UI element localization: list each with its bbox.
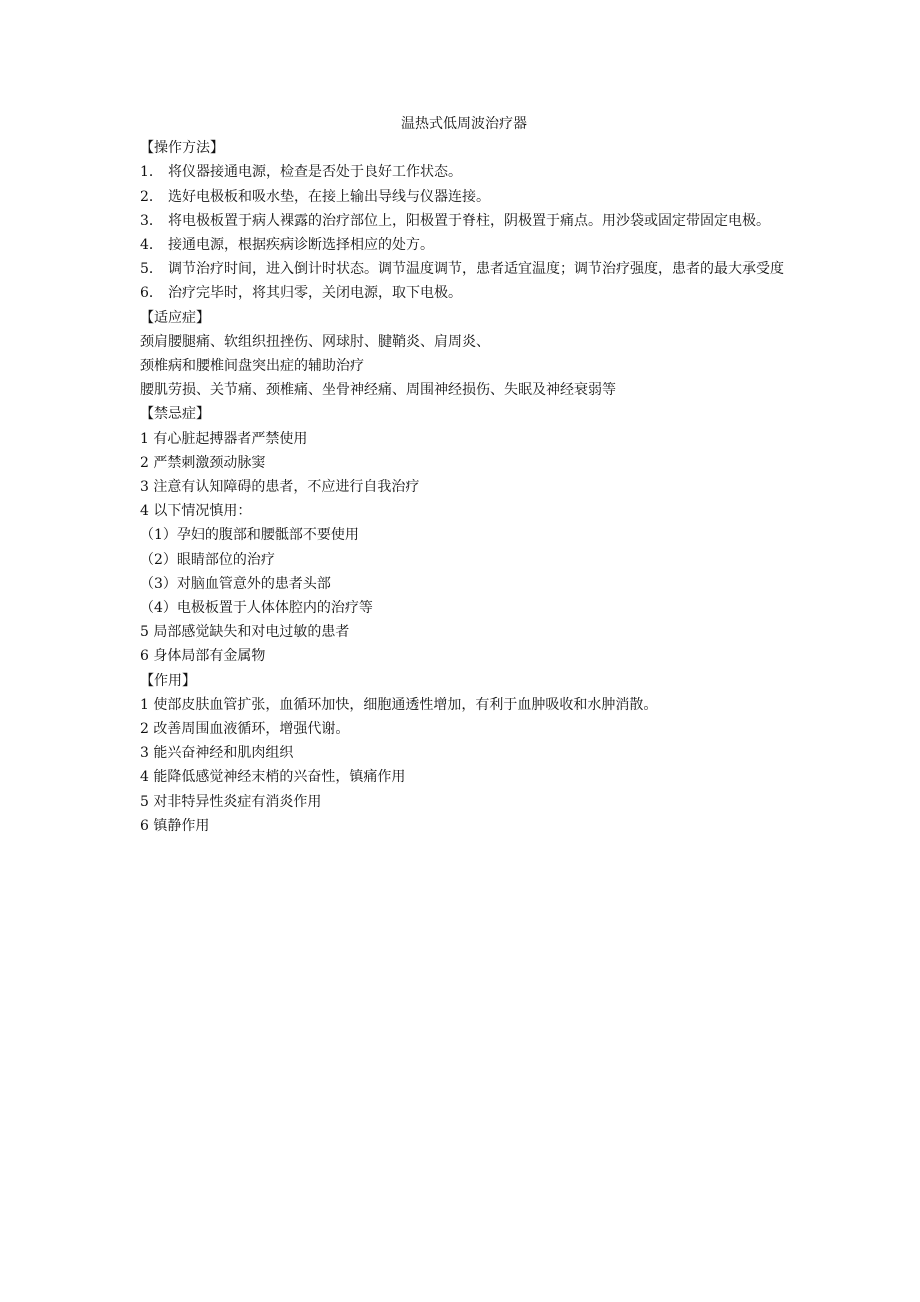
indications-header: 【适应症】 — [140, 309, 210, 326]
step-number: 4． — [140, 237, 163, 254]
step-text: 调节治疗时间，进入倒计时状态。调节温度调节，患者适宜温度；调节治疗强度，患者的最大承受度 — [168, 261, 784, 278]
indication-line: 腰肌劳损、关节痛、颈椎痛、坐骨神经痛、周围神经损伤、失眠及神经衰弱等 — [140, 382, 616, 399]
effect-line: 6 镇静作用 — [140, 817, 210, 834]
step-text: 将仪器接通电源，检查是否处于良好工作状态。 — [168, 164, 462, 181]
document-title: 温热式低周波治疗器 — [401, 116, 527, 132]
contraindication-line: 1 有心脏起搏器者严禁使用 — [140, 430, 308, 447]
document-page — [140, 112, 788, 838]
contraindication-line: 4 以下情况慎用： — [140, 503, 252, 520]
contraindication-line: （2）眼睛部位的治疗 — [140, 551, 275, 568]
operation-header: 【操作方法】 — [140, 140, 224, 157]
operation-step — [140, 209, 788, 233]
effects-header: 【作用】 — [140, 672, 196, 689]
step-text: 将电极板置于病人裸露的治疗部位上，阳极置于脊柱，阴极置于痛点。用沙袋或固定带固定电极。 — [168, 212, 770, 229]
contraindication-line: （1）孕妇的腹部和腰骶部不要使用 — [140, 527, 359, 544]
effect-line: 2 改善周围血液循环，增强代谢。 — [140, 721, 350, 738]
operation-step — [140, 185, 788, 209]
contraindication-line: 6 身体局部有金属物 — [140, 648, 266, 665]
step-number: 1． — [140, 164, 163, 181]
step-number: 3． — [140, 212, 163, 229]
step-number: 6． — [140, 285, 163, 302]
step-text: 选好电极板和吸水垫，在接上输出导线与仪器连接。 — [168, 188, 490, 205]
effect-line: 1 使部皮肤血管扩张，血循环加快，细胞通透性增加，有利于血肿吸收和水肿消散。 — [140, 696, 658, 713]
indication-line: 颈肩腰腿痛、软组织扭挫伤、网球肘、腱鞘炎、肩周炎、 — [140, 333, 490, 350]
contraindication-line: 2 严禁刺激颈动脉窦 — [140, 454, 266, 471]
operation-step — [140, 160, 788, 184]
effect-line: 4 能降低感觉神经末梢的兴奋性，镇痛作用 — [140, 769, 406, 786]
operation-step — [140, 257, 788, 281]
effect-line: 3 能兴奋神经和肌肉组织 — [140, 745, 294, 762]
contraindication-line: 5 局部感觉缺失和对电过敏的患者 — [140, 624, 350, 641]
contraindication-line: （3）对脑血管意外的患者头部 — [140, 575, 331, 592]
indication-line: 颈椎病和腰椎间盘突出症的辅助治疗 — [140, 358, 364, 375]
step-number: 5． — [140, 261, 163, 278]
operation-step — [140, 233, 788, 257]
contraindication-line: （4）电极板置于人体体腔内的治疗等 — [140, 600, 373, 617]
step-text: 治疗完毕时，将其归零，关闭电源，取下电极。 — [168, 285, 462, 302]
step-text: 接通电源，根据疾病诊断选择相应的处方。 — [168, 237, 434, 254]
step-number: 2． — [140, 188, 163, 205]
operation-step — [140, 281, 788, 305]
contraindication-line: 3 注意有认知障碍的患者，不应进行自我治疗 — [140, 479, 420, 496]
effect-line: 5 对非特异性炎症有消炎作用 — [140, 793, 322, 810]
contraindications-header: 【禁忌症】 — [140, 406, 210, 423]
